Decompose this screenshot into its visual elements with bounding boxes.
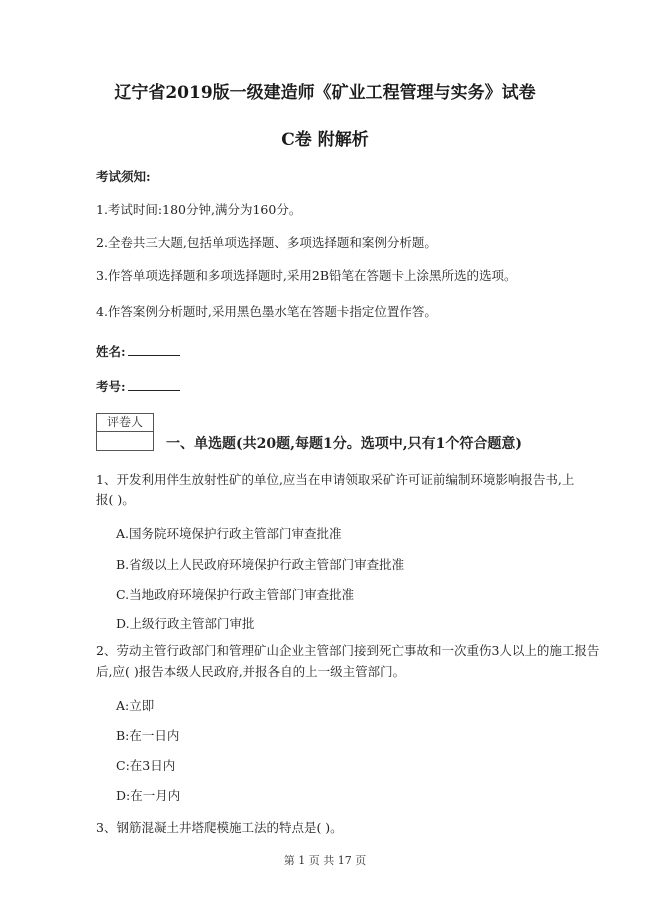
question-stem: 1、开发利用伴生放射性矿的单位,应当在申请领取采矿许可证前编制环境影响报告书,上 <box>96 472 575 487</box>
name-label: 姓名: <box>96 344 126 359</box>
question-option: C.当地政府环境保护行政主管部门审查批准 <box>116 587 355 602</box>
question-option: D.上级行政主管部门审批 <box>116 616 255 631</box>
id-label: 考号: <box>96 379 126 394</box>
grader-box <box>96 413 154 451</box>
notice-item: 3.作答单项选择题和多项选择题时,采用2B铅笔在答题卡上涂黑所选的选项。 <box>96 268 517 283</box>
notice-item: 4.作答案例分析题时,采用黑色墨水笔在答题卡指定位置作答。 <box>96 304 437 319</box>
name-field[interactable] <box>96 342 180 360</box>
id-blank[interactable] <box>128 378 180 391</box>
question-option: B:在一日内 <box>116 728 180 743</box>
question-stem: 2、劳动主管行政部门和管理矿山企业主管部门接到死亡事故和一次重伤3人以上的施工报告 <box>96 643 600 658</box>
document-title-line1: 辽宁省2019版一级建造师《矿业工程管理与实务》试卷 <box>114 83 536 103</box>
grader-label: 评卷人 <box>97 414 153 432</box>
notice-item: 2.全卷共三大题,包括单项选择题、多项选择题和案例分析题。 <box>96 235 437 250</box>
name-blank[interactable] <box>128 343 180 356</box>
question-option: A.国务院环境保护行政主管部门审查批准 <box>116 526 342 541</box>
section-title: 一、单选题(共20题,每题1分。选项中,只有1个符合题意) <box>166 436 522 452</box>
document-title-line2: C卷 附解析 <box>281 130 369 150</box>
question-option: A:立即 <box>116 698 155 713</box>
question-stem: 3、钢筋混凝土井塔爬模施工法的特点是( )。 <box>96 820 343 835</box>
notice-heading: 考试须知: <box>96 169 151 184</box>
question-option: B.省级以上人民政府环境保护行政主管部门审查批准 <box>116 557 405 572</box>
question-stem: 后,应( )报告本级人民政府,并报各自的上一级主管部门。 <box>96 664 406 679</box>
question-option: C:在3日内 <box>116 758 176 773</box>
page-footer: 第 1 页 共 17 页 <box>283 854 367 867</box>
notice-item: 1.考试时间:180分钟,满分为160分。 <box>96 202 302 217</box>
question-option: D:在一月内 <box>116 788 181 803</box>
id-field[interactable] <box>96 377 180 395</box>
question-stem: 报( )。 <box>96 492 135 507</box>
